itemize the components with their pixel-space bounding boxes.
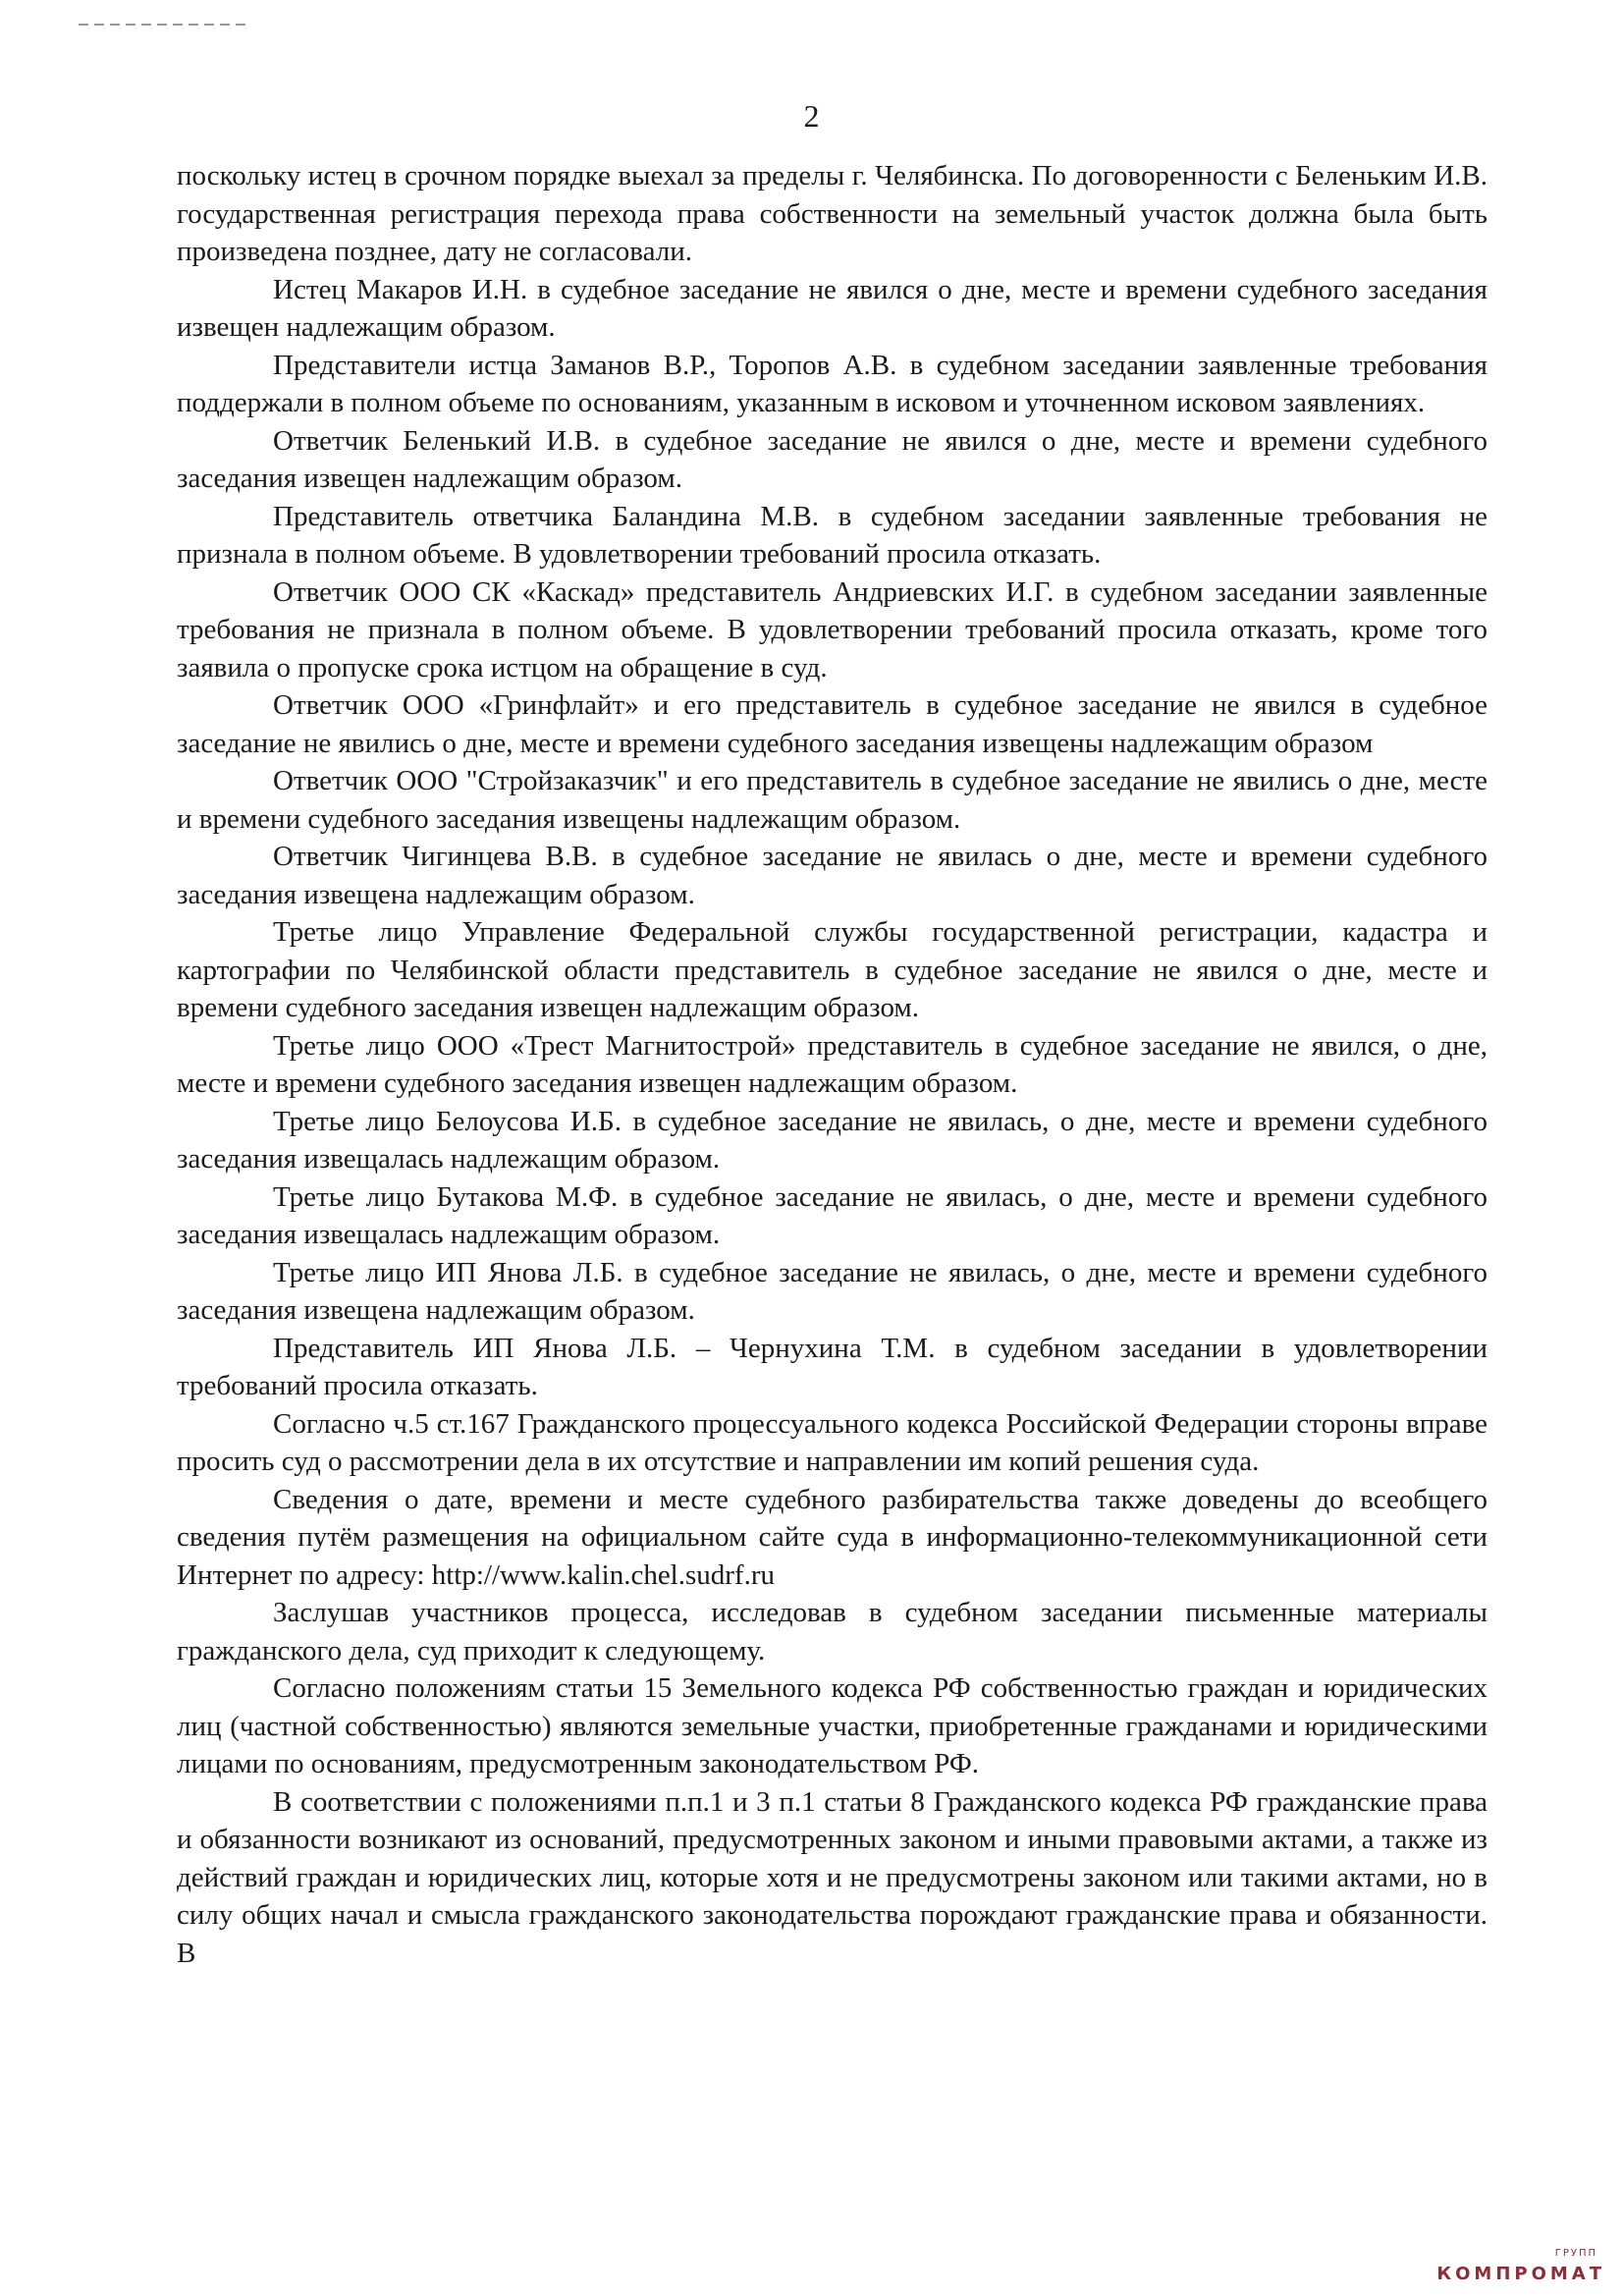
paragraph-15: Представитель ИП Янова Л.Б. – Чернухина Т.М. в судебном заседании в удовлетворении требований просила отказать. (177, 1332, 1488, 1401)
paragraph-14: Третье лицо ИП Янова Л.Б. в судебное заседание не явилась, о дне, месте и времени судебного заседания извещена надлежащим образом. (177, 1256, 1488, 1326)
paragraph-10: Третье лицо Управление Федеральной службы государственной регистрации, кадастра и картографии по Челябинской области представитель в судебное заседание не явился о дне, месте и времени судебного заседания извещен надлежащим образом. (177, 916, 1488, 1023)
paragraph-9: Ответчик Чигинцева В.В. в судебное заседание не явилась о дне, месте и времени судебного заседания извещена надлежащим образом. (177, 841, 1488, 910)
paragraph-11: Третье лицо ООО «Трест Магнитострой» представитель в судебное заседание не явился, о дне, месте и времени судебного заседания извещен надлежащим образом. (177, 1029, 1488, 1099)
paragraph-8: Ответчик ООО "Стройзаказчик" и его представитель в судебное заседание не явились о дне, месте и времени судебного заседания извещены надлежащим образом. (177, 765, 1488, 835)
paragraph-20: В соответствии с положениями п.п.1 и 3 п.1 статьи 8 Гражданского кодекса РФ гражданские права и обязанности возникают из оснований, предусмотренных законом и иными правовыми актами, а также из действий граждан и юридических лиц, которые хотя и не предусмотрены законом или такими актами, но в силу общих начал и смысла гражданского законодательства порождают гражданские права и обязанности. В (177, 1785, 1488, 1969)
paragraph-18: Заслушав участников процесса, исследовав в судебном заседании письменные материалы гражданского дела, суд приходит к следующему. (177, 1597, 1488, 1667)
paragraph-13: Третье лицо Бутакова М.Ф. в судебное заседание не явилась, о дне, месте и времени судебного заседания извещалась надлежащим образом. (177, 1180, 1488, 1250)
paragraph-2: Истец Макаров И.Н. в судебное заседание не явился о дне, месте и времени судебного заседания извещен надлежащим образом. (177, 273, 1488, 343)
page-number: 2 (803, 98, 820, 134)
paragraph-4: Ответчик Беленький И.В. в судебное заседание не явился о дне, месте и времени судебного заседания извещен надлежащим образом. (177, 424, 1488, 494)
paragraph-19: Согласно положениям статьи 15 Земельного кодекса РФ собственностью граждан и юридических лиц (частной собственностью) являются земельные участки, приобретенные гражданами и юридическими лицами по основаниям, предусмотренным законодательством РФ. (177, 1672, 1488, 1779)
document-body (177, 157, 1488, 1972)
scan-artifact (79, 24, 245, 26)
paragraph-17: Сведения о дате, времени и месте судебного разбирательства также доведены до всеобщего сведения путём размещения на официальном сайте суда в информационно-телекоммуникационной сети Интернет по адресу: http://www.kalin.chel.sudrf.ru (177, 1483, 1488, 1591)
paragraph-5: Представитель ответчика Баландина М.В. в судебном заседании заявленные требования не признала в полном объеме. В удовлетворении требований просила отказать. (177, 500, 1488, 570)
paragraph-7: Ответчик ООО «Гринфлайт» и его представитель в судебное заседание не явился в судебное заседание не явились о дне, месте и времени судебного заседания извещены надлежащим образом (177, 689, 1488, 759)
paragraph-1: поскольку истец в срочном порядке выехал за пределы г. Челябинска. По договоренности с Беленьким И.В. государственная регистрация перехода права собственности на земельный участок должна была быть произведена позднее, дату не согласовали. (177, 160, 1488, 267)
watermark-logo: КОМПРОМАТ (1436, 2264, 1605, 2284)
watermark-small: ГРУПП (1554, 2248, 1597, 2259)
paragraph-6: Ответчик ООО СК «Каскад» представитель Андриевских И.Г. в судебном заседании заявленные требования не признала в полном объеме. В удовлетворении требований просила отказать, кроме того заявила о пропуске срока истцом на обращение в суд. (177, 575, 1488, 683)
paragraph-16: Согласно ч.5 ст.167 Гражданского процессуального кодекса Российской Федерации стороны вправе просить суд о рассмотрении дела в их отсутствие и направлении им копий решения суда. (177, 1407, 1488, 1477)
paragraph-3: Представители истца Заманов В.Р., Торопов А.В. в судебном заседании заявленные требования поддержали в полном объеме по основаниям, указанным в исковом и уточненном исковом заявлениях. (177, 349, 1488, 418)
paragraph-12: Третье лицо Белоусова И.Б. в судебное заседание не явилась, о дне, месте и времени судебного заседания извещалась надлежащим образом. (177, 1105, 1488, 1175)
